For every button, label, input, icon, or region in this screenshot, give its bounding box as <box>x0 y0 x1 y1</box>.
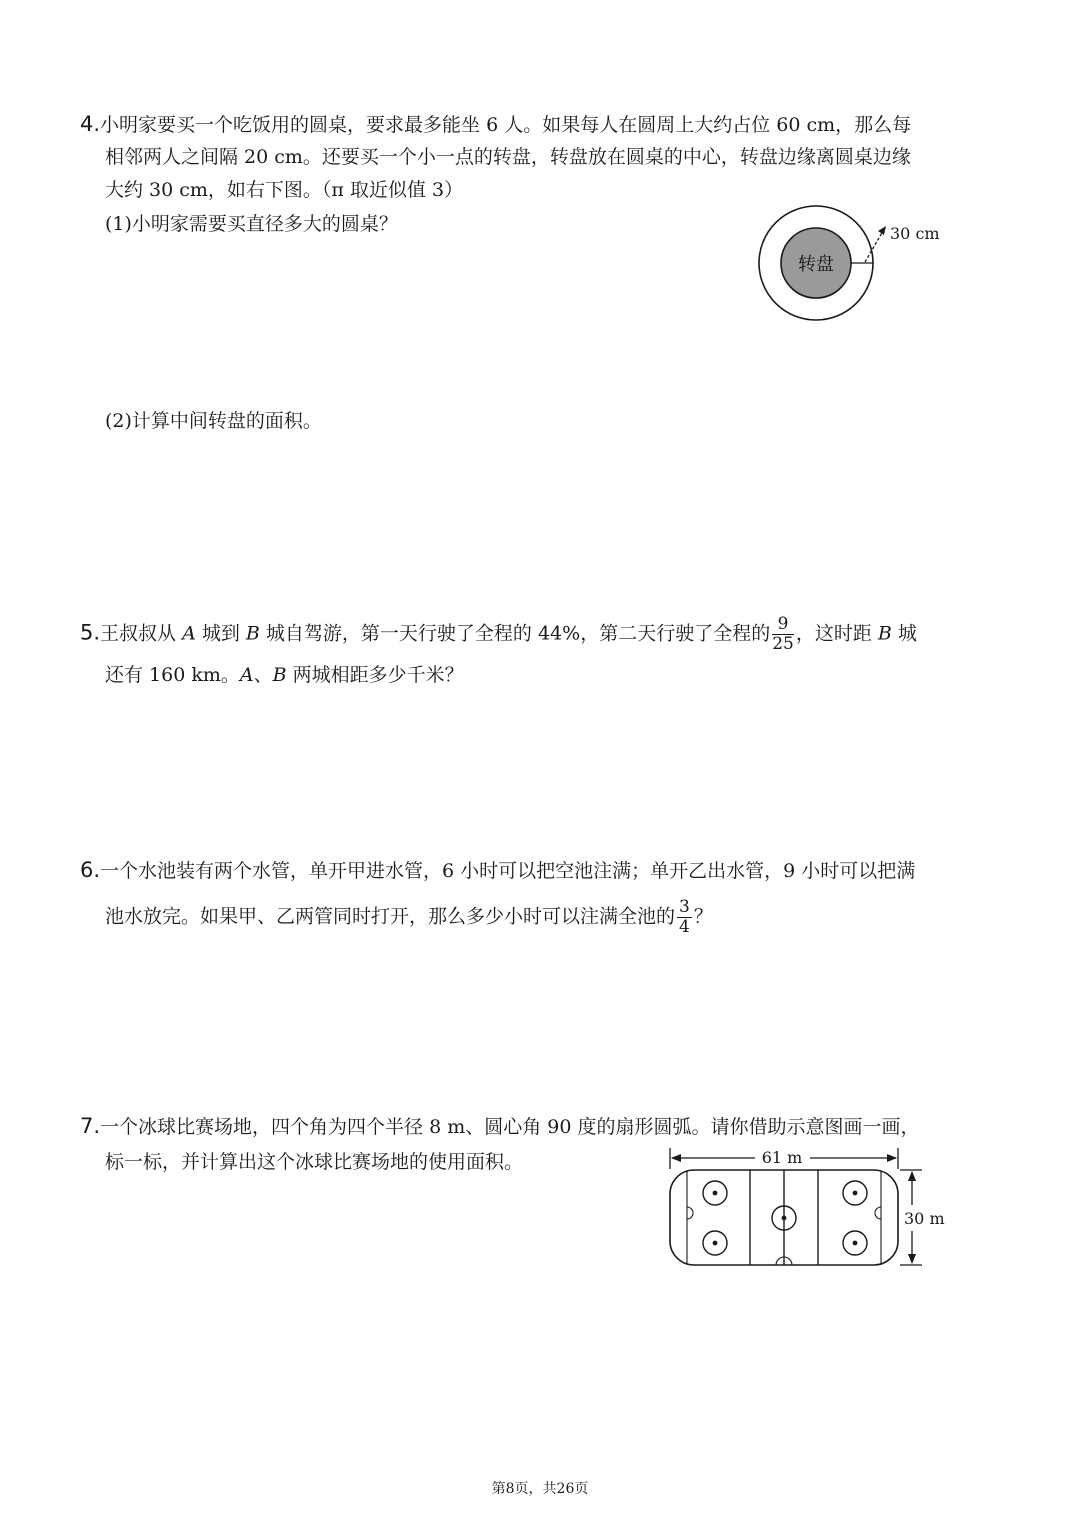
q5-text-b: 城到 <box>195 622 246 645</box>
length-label: 61 m <box>761 1148 803 1167</box>
faceoff-dot-top-left <box>713 1191 718 1196</box>
q6-line2 <box>105 898 713 937</box>
faceoff-dot-top-right <box>853 1191 858 1196</box>
frac-denominator: 25 <box>772 634 794 654</box>
q6-text-a: 一个水池装有两个水管，单开甲进水管，6 小时可以把空池注满；单开乙出水管，9 小时可以把满 <box>100 860 916 882</box>
city-b: B <box>877 622 892 645</box>
arrow-left-icon <box>671 1154 681 1162</box>
fraction-3-4 <box>677 898 692 937</box>
width-label: 30 m <box>904 1209 945 1228</box>
q5-text-a: 王叔叔从 <box>100 622 183 645</box>
q4-subquestion-1: (1)小明家需要买直径多大的圆桌？ <box>105 213 398 235</box>
arrow-down-icon <box>908 1254 916 1264</box>
q5-text-f: 还有 160 km。 <box>105 664 240 686</box>
q6-text-c: ？ <box>693 905 713 928</box>
q6-text-b: 池水放完。如果甲、乙两管同时打开，那么多少小时可以注满全池的 <box>105 905 676 928</box>
q5-line1 <box>80 615 917 654</box>
q4-subquestion-2: (2)计算中间转盘的面积。 <box>105 410 322 432</box>
faceoff-dot-bottom-left <box>713 1241 718 1246</box>
q6-line1 <box>80 858 915 883</box>
q5-text-h: 两城相距多少千米？ <box>286 664 464 686</box>
city-a: A <box>239 664 254 686</box>
city-b: B <box>272 664 287 686</box>
q4-line3: 大约 30 cm，如右下图。（π 取近似值 3） <box>105 179 464 201</box>
frac-denominator: 4 <box>679 917 690 937</box>
fraction-9-25 <box>772 615 794 654</box>
frac-numerator: 9 <box>772 615 794 635</box>
turntable-label: 转盘 <box>798 254 834 275</box>
q7-line1 <box>80 1114 920 1139</box>
q7-number: 7. <box>80 1114 101 1138</box>
city-b: B <box>245 622 260 645</box>
q5-number: 5. <box>80 620 101 645</box>
faceoff-dot-center <box>782 1216 787 1221</box>
q4-line1 <box>80 112 911 137</box>
ice-rink-figure <box>660 1143 960 1273</box>
q5-line2 <box>105 663 464 687</box>
q5-text-d: ，这时距 <box>795 622 878 645</box>
city-a: A <box>182 622 196 645</box>
faceoff-dot-bottom-right <box>853 1241 858 1246</box>
frac-numerator: 3 <box>679 897 690 917</box>
arrow-up-icon <box>908 1171 916 1181</box>
q5-text-c: 城自驾游，第一天行驶了全程的 44%，第二天行驶了全程的 <box>259 622 771 645</box>
arrowhead-icon <box>878 226 886 235</box>
q5-text-g: 、 <box>253 664 273 686</box>
q7-line2: 标一标，并计算出这个冰球比赛场地的使用面积。 <box>105 1151 524 1173</box>
q4-line1-text: 小明家要买一个吃饭用的圆桌，要求最多能坐 6 人。如果每人在圆周上大约占位 60 cm，那么每 <box>100 114 912 136</box>
q7-text-a: 一个冰球比赛场地，四个角为四个半径 8 m、圆心角 90 度的扇形圆弧。请你借助示意图画一画， <box>100 1116 920 1138</box>
round-table-figure <box>740 205 960 330</box>
gap-label: 30 cm <box>890 224 940 243</box>
q4-line2: 相邻两人之间隔 20 cm。还要买一个小一点的转盘，转盘放在圆桌的中心，转盘边缘离圆桌边缘 <box>105 146 911 168</box>
q4-number: 4. <box>80 112 101 136</box>
q6-number: 6. <box>80 858 101 882</box>
page-footer: 第8页，共26页 <box>491 1481 589 1497</box>
arrow-right-icon <box>887 1154 897 1162</box>
q5-text-e: 城 <box>891 622 917 645</box>
